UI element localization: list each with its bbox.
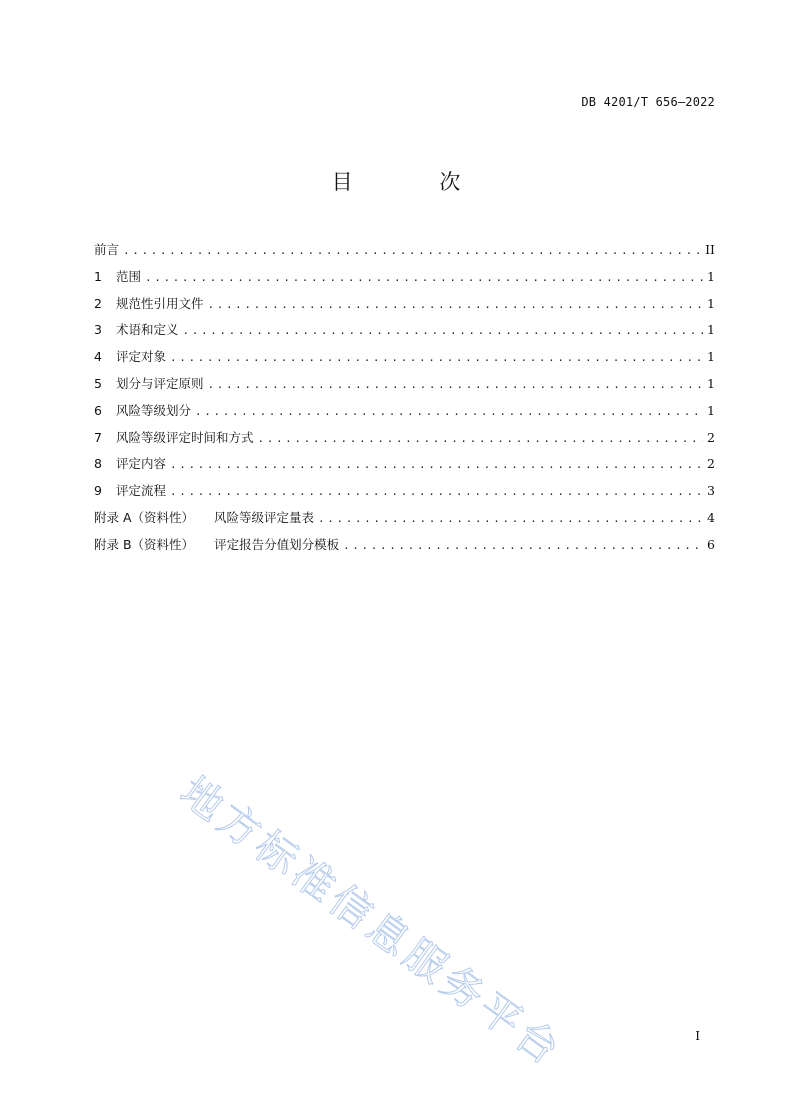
toc-entry-page: 1	[707, 268, 715, 284]
toc-entry-page: 1	[707, 322, 715, 338]
toc-entry-assessment-objects[interactable]	[94, 344, 715, 371]
toc-entry-page: 4	[707, 509, 715, 525]
toc-leader-dots	[318, 506, 703, 533]
toc-entry-page: 1	[707, 295, 715, 311]
toc-entry-label: 术语和定义	[116, 322, 179, 338]
toc-entry-procedure[interactable]	[94, 478, 715, 505]
toc-entry-page: 6	[707, 536, 715, 552]
toc-leader-dots	[123, 238, 701, 265]
toc-entry-page: 1	[707, 349, 715, 365]
toc-entry-label: 评定流程	[116, 483, 167, 499]
toc-entry-normative-references[interactable]	[94, 291, 715, 318]
standard-code: DB 4201/T 656—2022	[581, 95, 715, 109]
page-number: I	[695, 1029, 700, 1043]
toc-annex-prefix: 附录 B（资料性）	[94, 536, 195, 552]
table-of-contents	[94, 237, 715, 559]
toc-entry-page: 1	[707, 402, 715, 418]
toc-entry-label: 风险等级评定量表	[214, 509, 315, 525]
toc-title: 目 次	[331, 170, 501, 194]
toc-entry-number: 1	[94, 268, 102, 284]
toc-entry-number: 9	[94, 483, 102, 499]
toc-entry-timing-method[interactable]	[94, 425, 715, 452]
toc-entry-number: 7	[94, 429, 102, 445]
toc-entry-page: 2	[707, 456, 715, 472]
toc-leader-dots	[170, 452, 703, 479]
toc-entry-number: 3	[94, 322, 102, 338]
toc-entry-label: 范围	[116, 268, 142, 284]
toc-leader-dots	[343, 533, 703, 560]
toc-entry-label: 风险等级划分	[116, 402, 192, 418]
toc-entry-number: 8	[94, 456, 102, 472]
toc-entry-page: 2	[707, 429, 715, 445]
toc-annex-prefix: 附录 A（资料性）	[94, 509, 195, 525]
toc-entry-label: 评定对象	[116, 349, 167, 365]
toc-leader-dots	[145, 265, 703, 292]
toc-leader-dots	[208, 372, 703, 399]
toc-entry-page: II	[705, 242, 715, 257]
toc-leader-dots	[195, 399, 703, 426]
toc-entry-annex-b[interactable]	[94, 532, 715, 559]
toc-leader-dots	[258, 426, 703, 453]
toc-entry-risk-levels[interactable]	[94, 398, 715, 425]
toc-leader-dots	[208, 292, 703, 319]
toc-entry-label: 评定报告分值划分模板	[214, 536, 340, 552]
toc-entry-page: 3	[707, 483, 715, 499]
toc-entry-label: 风险等级评定时间和方式	[116, 429, 254, 445]
toc-entry-scope[interactable]	[94, 264, 715, 291]
toc-entry-foreword[interactable]	[94, 237, 715, 264]
toc-entry-content[interactable]	[94, 451, 715, 478]
toc-entry-label: 划分与评定原则	[116, 375, 204, 391]
toc-entry-label: 规范性引用文件	[116, 295, 204, 311]
toc-entry-terms-definitions[interactable]	[94, 317, 715, 344]
toc-entry-page: 1	[707, 375, 715, 391]
watermark: 地方标准信息服务平台	[171, 767, 572, 1077]
toc-leader-dots	[183, 318, 703, 345]
toc-entry-number: 6	[94, 402, 102, 418]
toc-entry-annex-a[interactable]	[94, 505, 715, 532]
toc-entry-number: 2	[94, 295, 102, 311]
toc-leader-dots	[170, 345, 703, 372]
toc-entry-principles[interactable]	[94, 371, 715, 398]
toc-leader-dots	[170, 479, 703, 506]
toc-entry-label: 评定内容	[116, 456, 167, 472]
toc-entry-number: 4	[94, 349, 102, 365]
toc-entry-label: 前言	[94, 242, 120, 257]
toc-entry-number: 5	[94, 375, 102, 391]
